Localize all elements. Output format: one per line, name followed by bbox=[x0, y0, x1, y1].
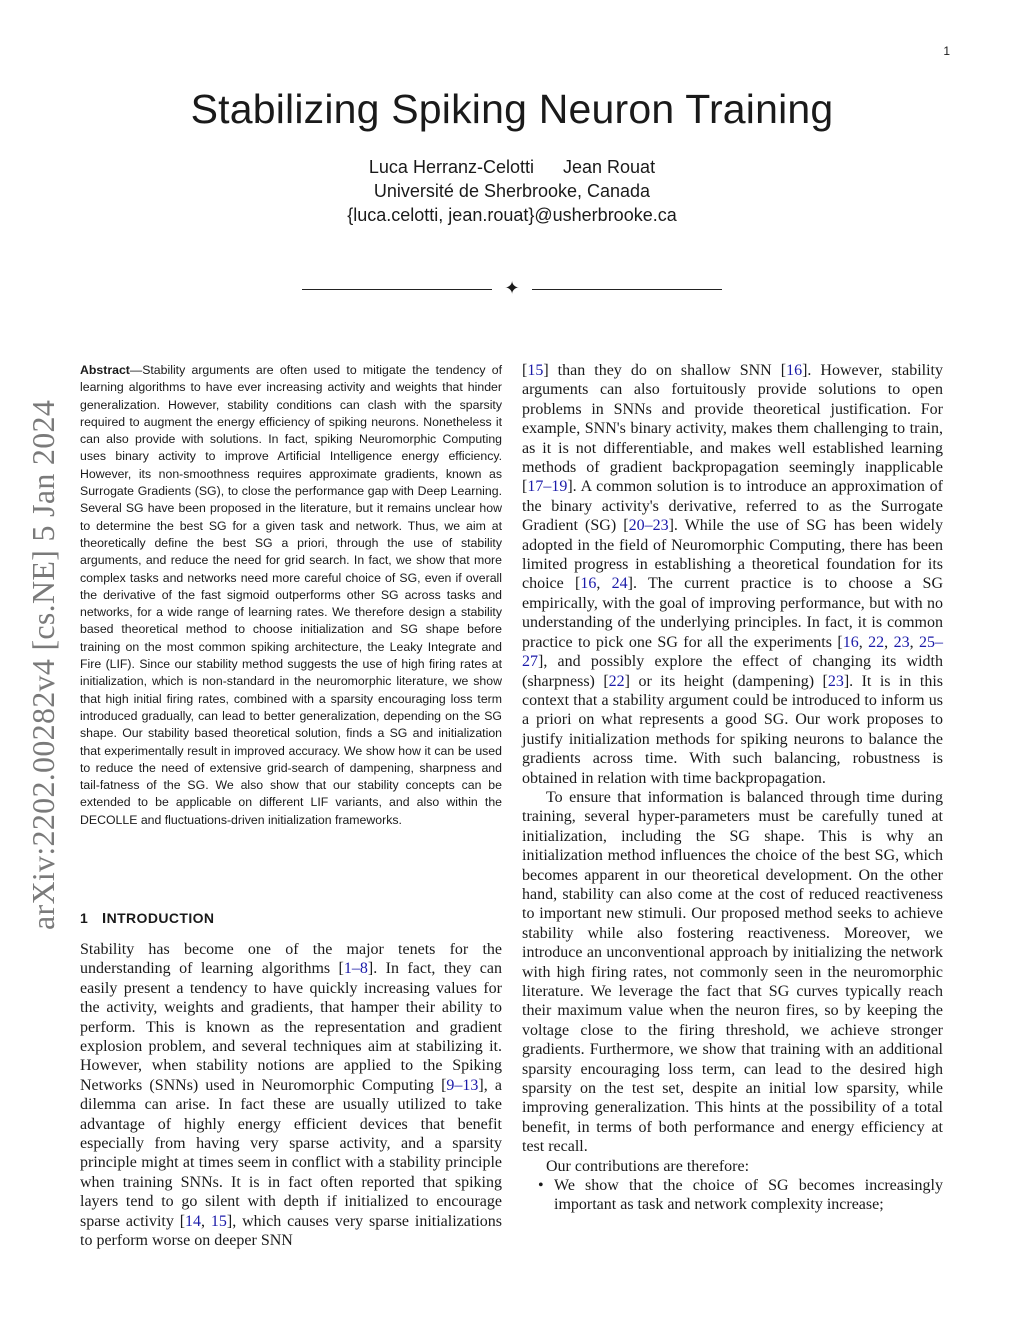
text-run: , bbox=[909, 633, 920, 651]
citation-link[interactable]: 22 bbox=[608, 672, 625, 690]
contributions-list bbox=[522, 1176, 943, 1215]
author-2: Jean Rouat bbox=[563, 157, 656, 177]
text-run: ], and possibly explore the effect of changing its width (sharpness) [ bbox=[522, 653, 943, 690]
citation-link[interactable]: 15 bbox=[527, 362, 544, 379]
citation-link[interactable]: 9–13 bbox=[446, 1076, 479, 1094]
section-title-initial: I bbox=[102, 910, 107, 927]
text-run: [ bbox=[522, 362, 528, 379]
section-heading bbox=[80, 910, 502, 927]
citation-link[interactable]: 25–27 bbox=[522, 633, 944, 671]
citation-link[interactable]: 22 bbox=[868, 633, 885, 651]
citation-link[interactable]: 20–23 bbox=[628, 517, 669, 535]
list-item: • We show that the choice of SG becomes increasingly important as task and network complexity increase; bbox=[554, 1176, 943, 1215]
citation-link[interactable]: 17–19 bbox=[527, 478, 568, 496]
citation-link[interactable]: 16 bbox=[786, 362, 803, 379]
citation-link[interactable]: 14 bbox=[185, 1212, 202, 1230]
text-run: ]. A common solution is to introduce an approximation of the binary activity's derivative, referred to as the Surrogate Gradient (SG) [ bbox=[522, 478, 943, 535]
text-run: ]. In fact, they can easily present a tendency to have quickly increasing values for the activity, weights and gradients, that hamper their ability to perform. This is known as the representation and gradient explosion problem, and several techniques aim at stabilizing it. However, when stability notions are applied to the Spiking Networks (SNNs) used in Neuromorphic Computing [ bbox=[80, 960, 502, 1094]
citation-link[interactable]: 23 bbox=[893, 633, 910, 651]
page-number: 1 bbox=[943, 44, 950, 58]
title-divider bbox=[302, 280, 722, 300]
email: {luca.celotti, jean.rouat}@usherbrooke.ca bbox=[347, 205, 677, 225]
text-run: ] or its height (dampening) [ bbox=[624, 672, 828, 690]
author-names bbox=[0, 155, 1024, 179]
text-run: , bbox=[884, 633, 894, 651]
paragraph: Our contributions are therefore: bbox=[546, 1157, 750, 1175]
text-run: ]. While the use of SG has been widely adopted in the field of Neuromorphic Computing, there has been limited progress in establishing a theoretical foundation for its choice [ bbox=[522, 517, 943, 593]
citation-link[interactable]: 15 bbox=[210, 1212, 227, 1230]
paper-title: Stabilizing Spiking Neuron Training bbox=[190, 86, 834, 132]
affiliation: Université de Sherbrooke, Canada bbox=[373, 181, 651, 201]
text-run: ]. It is in this context that a stability argument could be introduced to inform us a priori on what represents a good SG. Our work proposes to justify initialization methods for spiking neurons to balance the gradients across time. With such balancing, robustness is obtained in relation with time backpropagation. bbox=[522, 672, 943, 787]
citation-link[interactable]: 24 bbox=[611, 575, 628, 593]
section-title-rest: NTRODUCTION bbox=[106, 910, 215, 926]
right-column bbox=[522, 361, 943, 1215]
text-run: Stability has become one of the major tenets for the understanding of learning algorithms [ bbox=[80, 941, 502, 978]
citation-link[interactable]: 16 bbox=[580, 575, 597, 593]
citation-link[interactable]: 23 bbox=[827, 672, 844, 690]
section-number: 1 bbox=[80, 910, 89, 926]
citation-link[interactable]: 1–8 bbox=[343, 960, 368, 978]
text-run: ]. However, stability arguments can also fortuitously provide solutions to open problems in SNNs and provide theoretical justification. For example, SNN's binary activity, makes them challenging to train, as it is not differentiable, and makes well established learning methods of gradient backpropagation seemingly inapplicable [ bbox=[522, 362, 944, 496]
abstract bbox=[80, 362, 502, 829]
text-run: ], a dilemma can arise. In fact these are usually utilized to take advantage of highly energy efficient devices that benefit especially from having very sparse activity, and a sparsity principle might at times seem in conflict with a stability principle when training SNNs. It is in fact often reported that spiking layers tend to go silent with depth if initialized to encourage sparse activity [ bbox=[80, 1076, 503, 1230]
divider-star-icon: ✦ bbox=[504, 278, 520, 299]
text-run: , bbox=[596, 575, 612, 593]
author-block bbox=[0, 155, 1024, 227]
divider-line-left bbox=[302, 289, 492, 290]
paragraph: To ensure that information is balanced through time during training, several hyper-parameters must be carefully tuned at initialization, including the SG shape. This is why an initialization method influences the choice of the best SG, which becomes apparent in our theoretical development. On the other hand, stability can also come at the cost of reduced reactiveness to important new stimuli. Our proposed method seeks to achieve stability while also fostering reactiveness. Moreover, we introduce an unconventional approach by initializing the network with high firing rates, not commonly seen in the neuromorphic literature. We leverage the fact that SG curves typically reach their maximum value when the neuron fires, so by keeping the voltage close to the firing threshold, we achieve stronger gradients. Furthermore, we show that training with an additional sparsity encouraging loss term, can lead to the desired high sparsity on the test set, despite an initial low sparsity, while improving generalization. This hints at the possibility of a total benefit, in terms of both performance and energy efficiency at test recall. bbox=[522, 788, 943, 1156]
text-run: , bbox=[858, 633, 869, 651]
arxiv-watermark: arXiv:2202.00282v4 [cs.NE] 5 Jan 2024 bbox=[25, 399, 61, 930]
intro-left-column bbox=[80, 940, 502, 1251]
text-run: ], which causes very sparse initializations to perform worse on deeper SNN bbox=[80, 1212, 502, 1250]
text-run: ]. The current practice is to choose a SG empirically, with the goal of improving performance, but with no understanding of the underlying principles. In fact, it is common practice to pick one SG for all the experiments [ bbox=[522, 575, 943, 651]
abstract-label: Abstract bbox=[80, 363, 130, 377]
author-1: Luca Herranz-Celotti bbox=[368, 157, 534, 177]
citation-link[interactable]: 16 bbox=[842, 633, 859, 651]
paragraph bbox=[522, 361, 943, 788]
text-run: ] than they do on shallow SNN [ bbox=[543, 362, 787, 379]
divider-line-right bbox=[532, 289, 722, 290]
text-run: , bbox=[201, 1212, 211, 1230]
abstract-text: —Stability arguments are often used to mitigate the tendency of learning algorithms to have ever increasing activity and weights that hinder generalization. However, stability conditions can clash with the sparsity required to augment the energy efficiency of spiking neurons. Nonetheless it can also provide with solutions. In fact, spiking Neuromorphic Computing uses binary activity to improve Artificial Intelligence energy efficiency. However, its non-smoothness requires approximate gradients, known as Surrogate Gradients (SG), to close the performance gap with Deep Learning. Several SG have been proposed in the literature, but it remains unclear how to determine the best SG for a given task and network. Thus, we aim at theoretically define the best SG a priori, through the use of stability arguments, and reduce the need for grid search. In fact, we show that more complex tasks and networks need more careful choice of SG, even if overall the derivative of the fast sigmoid outperforms other SG across tasks and networks, for a wide range of learning rates. We therefore design a stability based theoretical method to choose initialization and SG shape before training on the most common spiking architecture, the Leaky Integrate and Fire (LIF). Since our stability method suggests the use of high firing rates at initialization, which is non-standard in the neuromorphic literature, we show that high initial firing rates, combined with a sparsity encouraging loss term introduced gradually, can lead to better generalization, depending on the SG shape. Our stability based theoretical solution, finds a SG and initialization that experimentally result in improved accuracy. We show how it can be used to reduce the need of extensive grid-search of dampening, sharpness and tail-fatness of the SG. We also show that our stability concepts can be extended to be applicable on different LIF variants, and also within the DECOLLE and fluctuations-driven initialization frameworks. bbox=[80, 363, 502, 827]
